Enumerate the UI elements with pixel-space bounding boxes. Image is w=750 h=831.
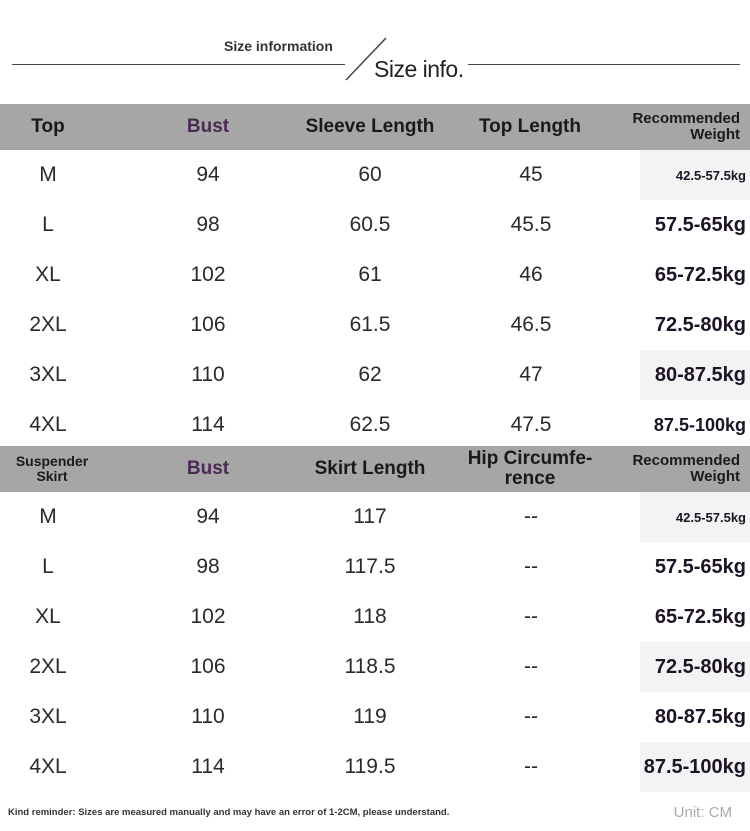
header-skirt-length: Skirt Length <box>314 458 426 480</box>
size-info-header <box>0 0 750 100</box>
header-suspender-skirt: Suspender Skirt <box>15 453 89 484</box>
header-recommended-weight: Recommended Weight <box>632 452 740 485</box>
weight-cell: 87.5-100kg <box>640 742 750 792</box>
skirt-length-cell: 117 <box>353 505 387 528</box>
table-header-row <box>0 104 750 150</box>
weight-cell: 57.5-65kg <box>654 555 746 578</box>
skirt-size-table <box>0 446 750 792</box>
table-row <box>0 542 750 592</box>
top-length-cell: 45.5 <box>510 213 552 236</box>
kind-reminder-note: Kind reminder: Sizes are measured manually and may have an error of 1-2CM, please understand. <box>8 807 450 818</box>
weight-cell: 72.5-80kg <box>654 313 746 336</box>
page-title: Size info. <box>374 56 464 82</box>
size-cell: L <box>42 213 54 236</box>
skirt-length-cell: 119 <box>353 705 387 728</box>
table-row <box>0 592 750 642</box>
size-cell: XL <box>35 605 61 628</box>
top-length-cell: 47 <box>519 363 543 386</box>
unit-label: Unit: CM <box>673 804 732 821</box>
bust-cell: 106 <box>190 313 226 336</box>
size-cell: M <box>39 163 57 186</box>
bust-cell: 98 <box>196 555 220 578</box>
bust-cell: 110 <box>191 363 225 386</box>
size-information-label: Size information <box>224 38 333 54</box>
hip-cell: -- <box>524 605 538 628</box>
size-cell: 4XL <box>29 755 67 778</box>
weight-cell: 80-87.5kg <box>640 350 750 400</box>
header-divider-left <box>12 64 345 65</box>
skirt-length-cell: 119.5 <box>344 755 396 778</box>
header-sleeve-length: Sleeve Length <box>305 116 435 138</box>
weight-cell: 42.5-57.5kg <box>640 150 750 200</box>
bust-cell: 114 <box>191 755 225 778</box>
size-cell: 3XL <box>29 705 67 728</box>
weight-cell: 87.5-100kg <box>653 414 746 435</box>
top-size-table <box>0 104 750 450</box>
weight-cell: 72.5-80kg <box>640 642 750 692</box>
header-divider-right <box>468 64 740 65</box>
size-cell: 4XL <box>29 413 67 436</box>
size-cell: 3XL <box>29 363 67 386</box>
table-row <box>0 642 750 692</box>
hip-cell: -- <box>524 705 538 728</box>
table-row <box>0 692 750 742</box>
sleeve-length-cell: 60 <box>358 163 382 186</box>
bust-cell: 94 <box>196 505 220 528</box>
size-cell: XL <box>35 263 61 286</box>
weight-cell: 65-72.5kg <box>654 605 746 628</box>
size-cell: M <box>39 505 57 528</box>
table-header-row <box>0 446 750 492</box>
table-row <box>0 400 750 450</box>
table-row <box>0 492 750 542</box>
weight-cell: 80-87.5kg <box>654 705 746 728</box>
size-cell: L <box>42 555 54 578</box>
bust-cell: 114 <box>191 413 225 436</box>
bust-cell: 106 <box>190 655 226 678</box>
header-top-length: Top Length <box>478 116 581 138</box>
sleeve-length-cell: 62 <box>358 363 382 386</box>
header-hip-circumference: Hip Circumfe-rence <box>467 448 593 489</box>
table-row <box>0 300 750 350</box>
hip-cell: -- <box>524 655 538 678</box>
sleeve-length-cell: 61 <box>358 263 382 286</box>
hip-cell: -- <box>524 755 538 778</box>
weight-cell: 42.5-57.5kg <box>640 492 750 542</box>
hip-cell: -- <box>524 505 538 528</box>
table-row <box>0 150 750 200</box>
weight-cell: 65-72.5kg <box>654 263 746 286</box>
top-length-cell: 45 <box>519 163 543 186</box>
size-cell: 2XL <box>29 655 67 678</box>
skirt-length-cell: 118.5 <box>344 655 396 678</box>
table-row <box>0 350 750 400</box>
table-row <box>0 742 750 792</box>
top-length-cell: 47.5 <box>510 413 552 436</box>
sleeve-length-cell: 61.5 <box>349 313 391 336</box>
skirt-length-cell: 118 <box>353 605 387 628</box>
sleeve-length-cell: 62.5 <box>349 413 391 436</box>
sleeve-length-cell: 60.5 <box>349 213 391 236</box>
bust-cell: 102 <box>190 263 226 286</box>
bust-cell: 98 <box>196 213 220 236</box>
bust-cell: 102 <box>190 605 226 628</box>
header-bust: Bust <box>186 458 230 480</box>
skirt-length-cell: 117.5 <box>344 555 396 578</box>
header-recommended-weight: Recommended Weight <box>632 110 740 143</box>
bust-cell: 110 <box>191 705 225 728</box>
weight-cell: 57.5-65kg <box>654 213 746 236</box>
top-length-cell: 46 <box>519 263 543 286</box>
size-cell: 2XL <box>29 313 67 336</box>
table-row <box>0 200 750 250</box>
hip-cell: -- <box>524 555 538 578</box>
table-row <box>0 250 750 300</box>
header-top: Top <box>31 116 65 138</box>
header-bust: Bust <box>186 116 230 138</box>
top-length-cell: 46.5 <box>510 313 552 336</box>
bust-cell: 94 <box>196 163 220 186</box>
